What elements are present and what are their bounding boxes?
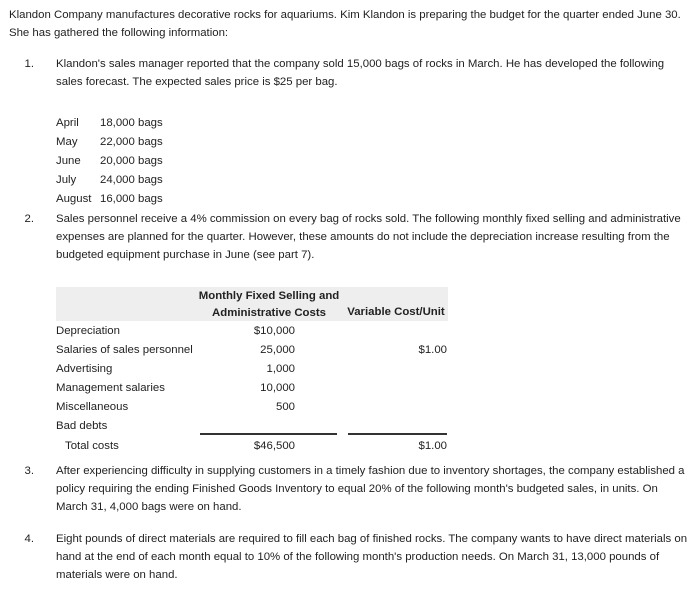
column-header-variable-cost: Variable Cost/Unit — [347, 306, 445, 318]
forecast-row — [56, 133, 163, 152]
table-row-label: Salaries of sales personnel — [56, 344, 193, 356]
item-number: 2. — [24, 213, 34, 225]
item-text: Sales personnel receive a 4% commission on every bag of rocks sold. The following monthly fixed selling and administrative expenses are planned for the quarter. However, these amounts do not include the depreciation increase resulting from the budgeted equipment purchase in June (see part 7). — [56, 213, 681, 261]
item-text: Klandon's sales manager reported that the company sold 15,000 bags of rocks in March. He has developed the following sales forecast. The expected sales price is $25 per bag. — [56, 58, 665, 88]
forecast-row — [56, 114, 163, 133]
forecast-qty: 18,000 bags — [100, 117, 163, 129]
total-label: Total costs — [65, 440, 119, 452]
forecast-row — [56, 171, 163, 190]
forecast-qty: 16,000 bags — [100, 193, 163, 205]
intro-paragraph: Klandon Company manufactures decorative rocks for aquariums. Kim Klandon is preparing the budget for the quarter ended June 30. She has gathered the following information: — [9, 9, 681, 39]
total-fixed: $46,500 — [253, 440, 295, 452]
item-number: 4. — [24, 533, 34, 545]
item-text: Eight pounds of direct materials are required to fill each bag of finished rocks. The company wants to have direct materials on hand at the end of each month equal to 10% of the following month's production needs. On March 31, 13,000 pounds of materials were on hand. — [56, 533, 688, 581]
total-rule-variable — [348, 433, 447, 435]
table-row-label: Depreciation — [56, 325, 120, 337]
table-cell-fixed: 25,000 — [260, 344, 295, 356]
item-number: 3. — [24, 465, 34, 477]
table-cell-fixed: 10,000 — [260, 382, 295, 394]
table-cell-fixed: 500 — [275, 401, 295, 413]
total-rule-fixed — [200, 433, 337, 435]
forecast-row — [56, 190, 163, 209]
item-number: 1. — [24, 58, 34, 70]
forecast-qty: 22,000 bags — [100, 136, 163, 148]
table-row-label: Management salaries — [56, 382, 165, 394]
forecast-month: July — [56, 174, 77, 186]
forecast-qty: 20,000 bags — [100, 155, 163, 167]
forecast-month: May — [56, 136, 78, 148]
forecast-month: August — [56, 193, 92, 205]
item-text: After experiencing difficulty in supplying customers in a timely fashion due to inventory shortages, the company established a policy requiring the ending Finished Goods Inventory to equal 20% of the following month's budgeted sales, in units. On March 31, 4,000 bags were on hand. — [56, 465, 685, 513]
forecast-month: June — [56, 155, 81, 167]
table-cell-fixed: $10,000 — [253, 325, 295, 337]
forecast-qty: 24,000 bags — [100, 174, 163, 186]
forecast-row — [56, 152, 163, 171]
table-row-label: Bad debts — [56, 420, 108, 432]
table-row-label: Miscellaneous — [56, 401, 129, 413]
column-header-fixed-costs: Monthly Fixed Selling and Administrative Costs — [198, 290, 340, 319]
total-variable: $1.00 — [418, 440, 447, 452]
table-cell-variable: $1.00 — [418, 344, 447, 356]
table-row-label: Advertising — [56, 363, 113, 375]
forecast-month: April — [56, 117, 79, 129]
table-cell-fixed: 1,000 — [266, 363, 295, 375]
